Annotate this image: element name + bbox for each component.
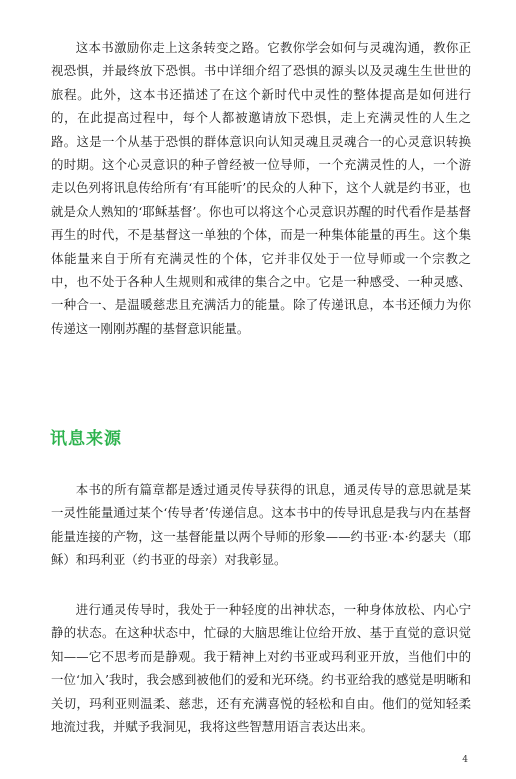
body-paragraph-intro: 这本书激励你走上这条转变之路。它教你学会如何与灵魂沟通，教你正视恐惧，并最终放下恐惧。书中详细介绍了恐惧的源头以及灵魂生生世世的旅程。此外，这本书还描述了在这个新时代中灵性的整体提高是如何进行的，在此提高过程中，每个人都被邀请放下恐惧，走上充满灵性的人生之路。这是一个从基于恐惧的群体意识向认知灵魂且灵魂合一的心灵意识转换的时期。这个心灵意识的种子曾经被一位导师，一个充满灵性的人，一个游走以色列将讯息传给所有‘有耳能听’的民众的人种下，这个人就是约书亚，也就是众人熟知的‘耶稣基督’。你也可以将这个心灵意识苏醒的时代看作是基督再生的时代，不是基督这一单独的个体，而是一种集体能量的再生。这个集体能量来自于所有充满灵性的个体，它并非仅处于一位导师或一个宗教之中，也不处于各种人生规则和戒律的集合之中。它是一种感受、一种灵感、一种合一、是温暖慈悲且充满活力的能量。除了传递讯息，本书还倾力为你传递这一刚刚苏醒的基督意识能量。	[51, 40, 471, 336]
page-number: 4	[462, 755, 468, 765]
body-paragraph-channeling: 进行通灵传导时，我处于一种轻度的出神状态，一种身体放松、内心宁静的状态。在这种状态中，忙碌的大脑思维让位给开放、基于直觉的意识觉知——它不思考而是静观。我于精神上对约书亚或玛利亚开放，当他们中的一位‘加入’我时，我会感到被他们的爱和光环绕。约书亚给我的感觉是明晰和关切，玛利亚则温柔、慈悲，还有充满喜悦的轻松和自由。他们的觉知轻柔地流过我，并赋予我洞见，我将这些智慧用语言表达出来。	[51, 602, 471, 735]
body-paragraph-source: 本书的所有篇章都是透过通灵传导获得的讯息，通灵传导的意思就是某一灵性能量通过某个‘传导者’传递信息。这本书中的传导讯息是我与内在基督能量连接的产物，这一基督能量以两个导师的形象——约书亚·本·约瑟夫（耶稣）和玛利亚（约书亚的母亲）对我彰显。	[51, 482, 471, 568]
section-heading: 讯息来源	[50, 429, 122, 449]
